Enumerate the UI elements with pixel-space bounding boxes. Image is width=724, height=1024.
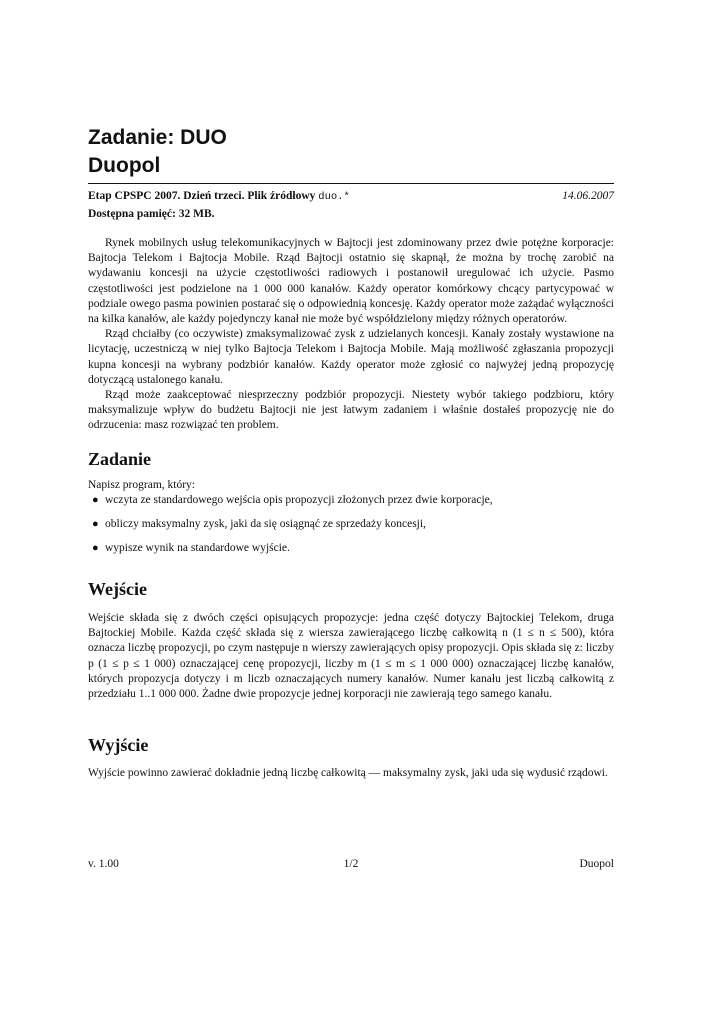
footer-version: v. 1.00 <box>88 858 119 870</box>
source-label: Plik źródłowy <box>247 190 316 202</box>
list-item-text: obliczy maksymalny zysk, jaki da się osiągnąć ze sprzedaży koncesji, <box>105 518 426 530</box>
bullet-icon: ● <box>92 518 99 530</box>
footer-page-number: 1/2 <box>343 858 359 870</box>
zadanie-list <box>88 493 614 565</box>
wejscie-text: Wejście składa się z dwóch części opisujących propozycje: jedna część dotyczy Bajtockiej Telekom, druga Bajtockiej Mobile. Każda część składa się z wiersza zawierającego liczbę całkowitą n (1 ≤ n ≤ 500), która oznacza liczbę propozycji, po czym następuje n wierszy zawierających opisy propozycji. Opis składa się z: liczby p (1 ≤ p ≤ 1 000) oznaczającej cenę propozycji, liczby m (1 ≤ m ≤ 1 000 000) oznaczającej liczbę kanałów, których propozycja dotyczy i m liczb oznaczających numery kanałów. Numer kanału jest liczbą całkowitą z przedziału 1..1 000 000. Żadne dwie propozycje jednej korporacji nie zawierają tego samego kanału. <box>88 612 614 701</box>
date: 14.06.2007 <box>562 190 614 202</box>
list-item-text: wczyta ze standardowego wejścia opis propozycji złożonych przez dwie korporacje, <box>105 494 493 506</box>
zadanie-lead <box>88 478 614 493</box>
intro-paragraph-2: Rząd chciałby (co oczywiste) zmaksymalizować zysk z udzielanych koncesji. Kanały zostały wystawione na licytację, uczestniczą w niej tylko Bajtocja Telekom i Bajtocja Mobile. Mają możliwość zgłaszania propozycji kupna koncesji na wybrany podzbiór kanałów. Każdy operator może zgłosić co najwyżej jedną propozycję dotyczącą ustalonego kanału. <box>88 328 614 386</box>
section-heading-wejscie: Wejście <box>88 579 147 599</box>
section-heading-wyjscie: Wyjście <box>88 735 149 755</box>
source-file: duo.* <box>318 191 350 203</box>
wejscie-body <box>88 611 614 702</box>
meta-line <box>88 190 614 203</box>
wyjscie-body <box>88 766 614 781</box>
footer-task-name: Duopol <box>579 858 614 870</box>
list-item <box>88 541 614 565</box>
list-item <box>88 493 614 517</box>
intro-paragraph-3: Rząd może zaakceptować niesprzeczny podzbiór propozycji. Niestety wybór takiego podzbioru, który maksymalizuje wpływ do budżetu Bajtocji nie jest łatwym zadaniem i właśnie dostałeś propozycję nie do odrzucenia: masz rozwiązać ten problem. <box>88 389 614 432</box>
bullet-icon: ● <box>92 494 99 506</box>
intro-paragraph-1: Rynek mobilnych usług telekomunikacyjnych w Bajtocji jest zdominowany przez dwie potężne korporacje: Bajtocja Telekom i Bajtocja Mobile. Rząd Bajtocji ostatnio się skapnął, że można by trochę zarobić na wydawaniu koncesji na użycie częstotliwości radiowych i postanowił uregulować ich użycie. Pasmo częstotliwości jest podzielone na 1 000 000 kanałów. Każdy operator komórkowy chcący partycypować w podziale owego pasma powinien postarać się o odpowiednią koncesję. Każdy operator może zażądać wyłączności na kilka kanałów, ale każdy pojedynczy kanał nie może być współdzielony między różnych operatorów. <box>88 237 614 326</box>
bullet-icon: ● <box>92 542 99 554</box>
memory-limit: Dostępna pamięć: 32 MB. <box>88 208 215 220</box>
task-name: Duopol <box>88 154 161 177</box>
intro-section <box>88 236 614 434</box>
section-heading-zadanie: Zadanie <box>88 449 152 469</box>
task-title: Zadanie: DUO <box>88 126 227 149</box>
wyjscie-text: Wyjście powinno zawierać dokładnie jedną liczbę całkowitą — maksymalny zysk, jaki uda się wydusić rządowi. <box>88 767 608 779</box>
stage-text: Etap CPSPC 2007. Dzień trzeci. <box>88 190 245 202</box>
zadanie-lead-text: Napisz program, który: <box>88 479 195 491</box>
list-item <box>88 517 614 541</box>
list-item-text: wypisze wynik na standardowe wyjście. <box>105 542 290 554</box>
header-rule <box>88 183 614 184</box>
